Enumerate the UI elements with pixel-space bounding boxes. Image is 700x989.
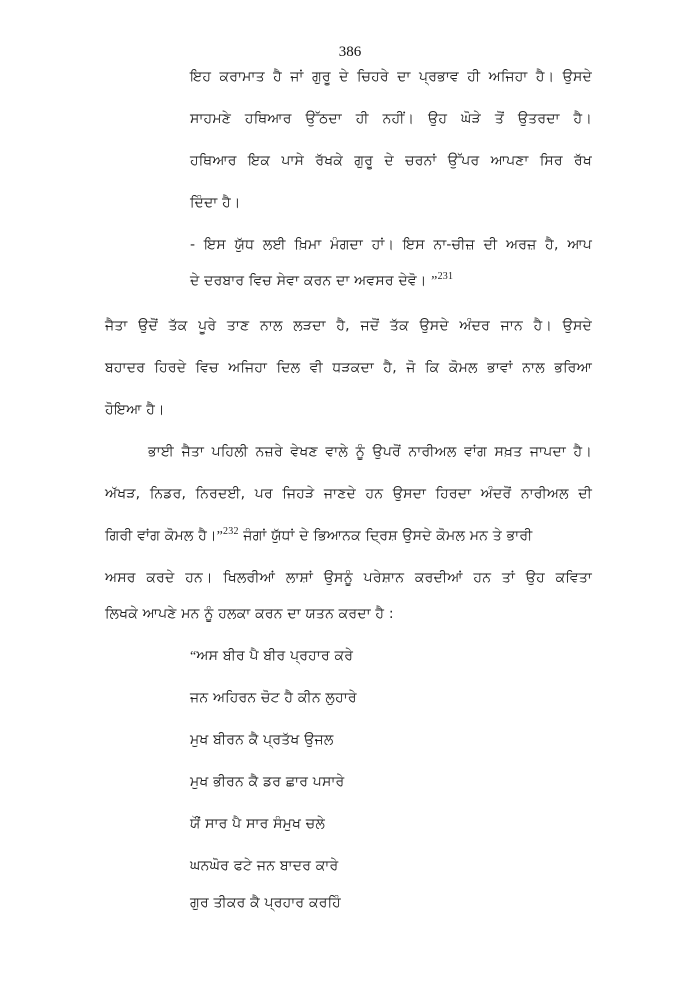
poem-line: ਯੌਂ ਸਾਰ ਪੈ ਸਾਰ ਸੰਮੁਖ ਚਲੇ [190,816,326,832]
opening-quote: “ [190,649,197,664]
poem-line: ਗੁਰ ਤੀਕਰ ਕੈ ਪ੍ਰਹਾਰ ਕਰਹਿੰ [190,895,341,911]
poem-line-text: ਅਸ ਬੀਰ ਪੈ ਬੀਰ ਪ੍ਰਹਾਰ ਕਰੇ [196,648,354,664]
paragraph-line: ਹੋਇਆ ਹੈ। [105,402,165,418]
paragraph-text: ਗਿਰੀ ਵਾਂਗ ਕੋਮਲ ਹੈ। [105,528,217,544]
quote-line: ਸਾਹਮਣੇ ਹਥਿਆਰ ਉੱਠਦਾ ਹੀ ਨਹੀਂ। ਉਹ ਘੋੜੇ ਤੋਂ ਉਤਰਦਾ ਹੈ। [190,111,592,127]
quote-line: ਦਿੰਦਾ ਹੈ। [190,195,241,211]
quote-line: ਹਥਿਆਰ ਇਕ ਪਾਸੇ ਰੱਖਕੇ ਗੁਰੂ ਦੇ ਚਰਨਾਂ ਉੱਪਰ ਆਪਣਾ ਸਿਰ ਰੱਖ [190,153,592,169]
quote-line-text: ਦੇ ਦਰਬਾਰ ਵਿਚ ਸੇਵਾ ਕਰਨ ਦਾ ਅਵਸਰ ਦੇਵੋ। [190,273,427,289]
paragraph-line: ਬਹਾਦਰ ਹਿਰਦੇ ਵਿਚ ਅਜਿਹਾ ਦਿਲ ਵੀ ਧੜਕਦਾ ਹੈ, ਜੋ ਕਿ ਕੋਮਲ ਭਾਵਾਂ ਨਾਲ ਭਰਿਆ [105,360,592,376]
page-number: 386 [338,44,362,60]
paragraph-line: ਅੱਖੜ, ਨਿਡਰ, ਨਿਰਦਈ, ਪਰ ਜਿਹੜੇ ਜਾਣਦੇ ਹਨ ਉਸਦਾ ਹਿਰਦਾ ਅੰਦਰੋਂ ਨਾਰੀਅਲ ਦੀ [105,486,592,502]
footnote-ref-231: 231 [437,271,454,282]
paragraph-line-with-footnote [105,526,592,547]
closing-quote: ” [431,274,438,289]
paragraph-line: ਜੈਤਾ ਉਦੋਂ ਤੱਕ ਪੂਰੇ ਤਾਣ ਨਾਲ ਲੜਦਾ ਹੈ, ਜਦੋਂ ਤੱਕ ਉਸਦੇ ਅੰਦਰ ਜਾਨ ਹੈ। ਉਸਦੇ [105,318,592,334]
poem-line: ਘਨਘੋਰ ਫਟੇ ਜਨ ਬਾਦਰ ਕਾਰੇ [190,858,339,874]
closing-quote: ” [216,529,224,544]
poem-line [190,646,353,667]
quote-line: ਇਹ ਕਰਾਮਾਤ ਹੈ ਜਾਂ ਗੁਰੂ ਦੇ ਚਿਹਰੇ ਦਾ ਪ੍ਰਭਾਵ ਹੀ ਅਜਿਹਾ ਹੈ। ਉਸਦੇ [190,69,592,85]
poem-line: ਮੁਖ ਬੀਰਨ ਕੈ ਪ੍ਰਤੱਖ ਉਜਲ [190,732,334,748]
poem-line: ਜਨ ਅਹਿਰਨ ਚੋਟ ਹੈ ਕੀਨ ਲੁਹਾਰੇ [190,690,357,706]
paragraph-text: ਜੰਗਾਂ ਯੁੱਧਾਂ ਦੇ ਭਿਆਨਕ ਦ੍ਰਿਸ਼ ਉਸਦੇ ਕੋਮਲ ਮਨ ਤੇ ਭਾਰੀ [238,528,533,544]
quote-line-last [190,271,453,292]
paragraph-line-indented: ਭਾਈ ਜੈਤਾ ਪਹਿਲੀ ਨਜ਼ਰੇ ਵੇਖਣ ਵਾਲੇ ਨੂੰ ਉਪਰੋਂ ਨਾਰੀਅਲ ਵਾਂਗ ਸਖ਼ਤ ਜਾਪਦਾ ਹੈ। [148,444,592,460]
poem-line: ਮੁਖ ਭੀਰਨ ਕੈ ਡਰ ਛਾਰ ਪਸਾਰੇ [190,774,345,790]
paragraph-line: ਅਸਰ ਕਰਦੇ ਹਨ। ਖਿਲਰੀਆਂ ਲਾਸ਼ਾਂ ਉਸਨੂੰ ਪਰੇਸ਼ਾਨ ਕਰਦੀਆਂ ਹਨ ਤਾਂ ਉਹ ਕਵਿਤਾ [105,570,592,586]
footnote-ref-232: 232 [223,526,239,537]
quote-line: - ਇਸ ਯੁੱਧ ਲਈ ਖ਼ਿਮਾ ਮੰਗਦਾ ਹਾਂ। ਇਸ ਨਾ-ਚੀਜ਼ ਦੀ ਅਰਜ਼ ਹੈ, ਆਪ [190,237,592,253]
paragraph-line: ਲਿਖਕੇ ਆਪਣੇ ਮਨ ਨੂੰ ਹਲਕਾ ਕਰਨ ਦਾ ਯਤਨ ਕਰਦਾ ਹੈ : [105,606,394,622]
